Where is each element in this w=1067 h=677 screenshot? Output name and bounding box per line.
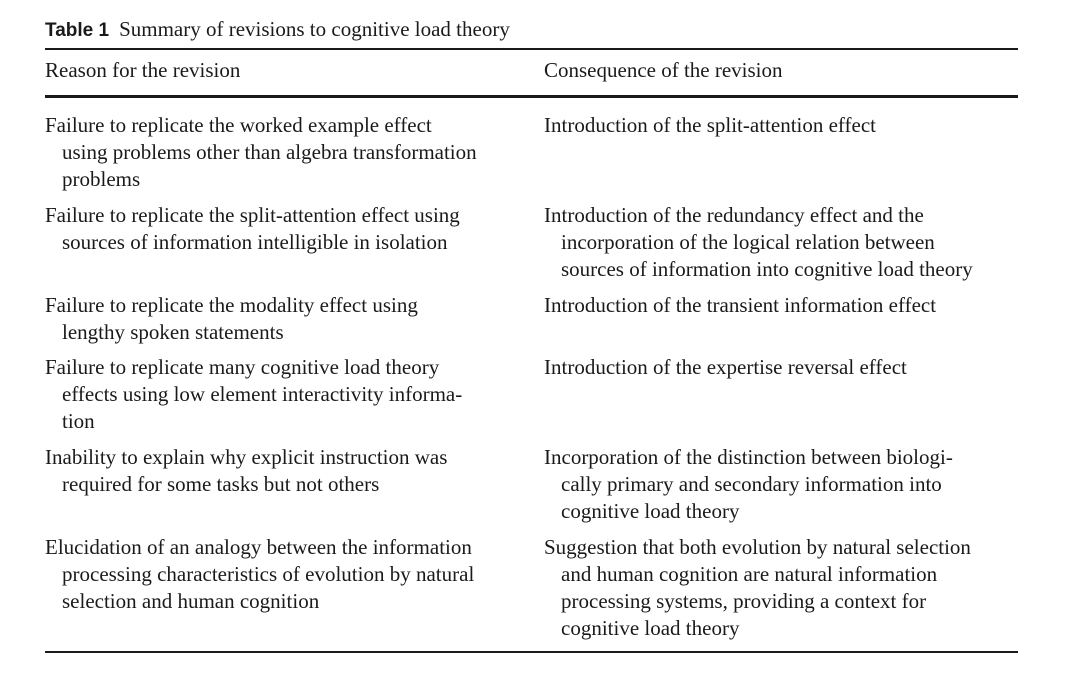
consequence-cell	[544, 534, 971, 642]
cell-line: sources of information intelligible in isolation	[62, 230, 448, 254]
cell-line: Elucidation of an analogy between the information	[45, 535, 472, 559]
cell-line: sources of information into cognitive load theory	[561, 257, 973, 281]
top-rule	[45, 48, 1018, 50]
reason-cell	[45, 534, 474, 615]
cell-line: incorporation of the logical relation between	[561, 230, 935, 254]
cell-line: cally primary and secondary information into	[561, 472, 942, 496]
column-header-consequence: Consequence of the revision	[544, 58, 783, 82]
consequence-cell	[544, 112, 876, 139]
cell-line: using problems other than algebra transformation	[62, 140, 477, 164]
cell-line: cognitive load theory	[561, 499, 740, 523]
reason-cell	[45, 112, 477, 193]
cell-line: Introduction of the split-attention effect	[544, 113, 877, 137]
consequence-cell	[544, 202, 973, 283]
header-rule	[45, 95, 1018, 98]
cell-line: and human cognition are natural information	[561, 562, 938, 586]
cell-line: processing characteristics of evolution by natural	[62, 562, 475, 586]
cell-line: Failure to replicate many cognitive load theory	[45, 355, 440, 379]
cell-line: Inability to explain why explicit instruction was	[45, 445, 448, 469]
consequence-cell	[544, 292, 936, 319]
cell-line: lengthy spoken statements	[62, 320, 284, 344]
cell-line: Failure to replicate the split-attention effect using	[45, 203, 460, 227]
cell-line: cognitive load theory	[561, 616, 740, 640]
table-label: Table 1	[45, 20, 110, 41]
column-header-reason: Reason for the revision	[45, 58, 241, 82]
cell-line: tion	[62, 409, 95, 433]
cell-line: processing systems, providing a context for	[561, 589, 927, 613]
table-caption	[45, 16, 510, 44]
bottom-rule	[45, 651, 1018, 653]
cell-line: problems	[62, 167, 141, 191]
cell-line: Suggestion that both evolution by natural selection	[544, 535, 971, 559]
cell-line: Incorporation of the distinction between biologi-	[544, 445, 953, 469]
cell-line: Failure to replicate the modality effect using	[45, 293, 418, 317]
cell-line: Failure to replicate the worked example effect	[45, 113, 432, 137]
reason-cell	[45, 444, 447, 498]
cell-line: required for some tasks but not others	[62, 472, 380, 496]
table-title: Summary of revisions to cognitive load theory	[119, 17, 510, 41]
cell-line: effects using low element interactivity informa-	[62, 382, 463, 406]
cell-line: Introduction of the transient information effect	[544, 293, 937, 317]
cell-line: Introduction of the expertise reversal effect	[544, 355, 907, 379]
cell-line: selection and human cognition	[62, 589, 320, 613]
consequence-cell	[544, 354, 907, 381]
reason-cell	[45, 202, 460, 256]
reason-cell	[45, 292, 418, 346]
reason-cell	[45, 354, 462, 435]
consequence-cell	[544, 444, 953, 525]
cell-line: Introduction of the redundancy effect and the	[544, 203, 924, 227]
